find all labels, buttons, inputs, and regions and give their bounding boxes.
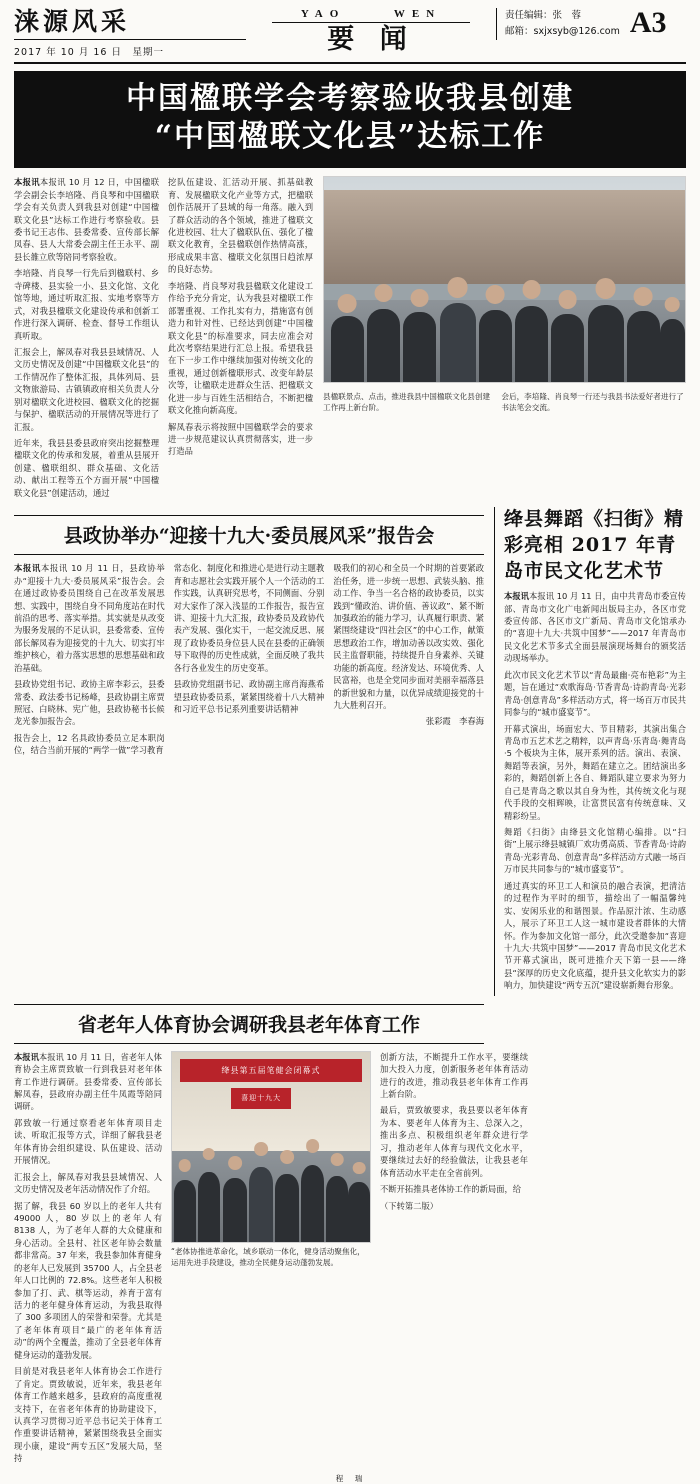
photo-banner-sub: 喜迎十九大 <box>231 1088 290 1109</box>
photo-inspection-group <box>323 176 686 383</box>
bottom-col-2 <box>380 1051 528 1469</box>
pinyin-left: YAO <box>300 8 346 20</box>
mid-story-title: 县政协举办“迎接十九大·委员展风采”报告会 <box>14 515 484 555</box>
paragraph: 李培隆、肖良琴对我县楹联文化建设工作给予充分肯定，认为我县对楹联工作部署重视、工作扎实有力，措施富有创造力和针对性、已经达到创建“中国楹联文化县”的标准要求，同去应准会对此次考察结果进行汇总上报。希望我县在下一步工作中继续加强对传统文化的重视，通过创新楹联形式、改变年龄层次等，让楹联走进群众生活、把楹联文化进一步与百姓生活相结合，不断把楹联文化推向新高度。 <box>168 280 313 416</box>
section-title: 要 闻 <box>327 24 415 55</box>
paragraph: 近年来，我县县委县政府突出挖掘整理楹联文化的传承和发展，着重从县展开创建、楹联组织、群众基础、文化活动、献出工程等五个方面开展“中国楹联文化县”创建活动，通过 <box>14 438 159 498</box>
top-story <box>14 176 686 503</box>
right-story <box>494 507 686 995</box>
newspaper-logo: 涞源风采 <box>14 8 246 40</box>
paragraph-text: 本报讯 10 月 11 日，由中共青岛市委宣传部、青岛市文化广电新闻出版局主办，各区市党委宣传部、各区市文广新局、青岛市文化馆承办的“喜迎十九大·共筑中国梦”——2017 年青岛市民文化艺术节多式全面县展演现场舞台的颁奖活动现场举办。 <box>504 591 686 664</box>
paragraph: 解凤春表示将按照中国楹联学会的要求进一步规范建议认真贯彻落实，进一步打造品 <box>168 421 313 457</box>
paragraph: 县政协党组副书记、政协副主席肖海燕希望县政协委员系，紧紧围绕着十八大精神和习近平总书记系列重要讲话精神 <box>173 679 325 715</box>
top-photo-captions <box>323 388 686 421</box>
paragraph <box>504 590 686 665</box>
paragraph: 通过真实的环卫工人和演员的融合表演，把清洁的过程作为平时的细节，描绘出了一幅温馨纯实、安闲乐业的和谐图景。作品原汁浓、生动感人，展示了环卫工人这一城市建设者群体的大情怀。作为参加文化馆一部分，此次受邀参加“喜迎十九大·共筑中国梦”——2017 青岛市民文化艺术节开幕式演出，既可进推介天下第一县——绛县“深厚的历史文化底蕴，提升县文化软实力的影响力，加快建设“两专五沉”建设崭新舞台形象。 <box>504 880 686 991</box>
photo-caption-left: 县楹联景点、点击，推进我县中国楹联文化县创建工作再上新台阶。 <box>323 392 491 413</box>
bottom-story <box>14 1004 686 1484</box>
bottom-photo-block <box>171 1051 371 1469</box>
top-story-text <box>14 176 314 503</box>
lead-in: 本报讯 <box>14 177 40 188</box>
mid-story <box>14 507 484 995</box>
paragraph: 此次市民文化艺术节以“青岛最幽·亮布艳彩”为主题，旨在通过“欢歌海岛·节香青岛·诗韵青岛·光彩青岛·创意青岛”多样活动方式，将一场百万市民共同参与的“城市盛宴节”。 <box>504 669 686 718</box>
masthead <box>14 8 686 64</box>
main-headline <box>14 71 686 169</box>
issue-date: 2017 年 10 月 16 日 星期一 <box>14 46 164 58</box>
paragraph: 舞蹈《扫街》由绛县文化馆精心编排。以“扫街”上展示绛县城镇厂欢功勇高质、节香青岛·诗韵青岛·光彩青岛、创意青岛”多样活动方式融一场百万市民共同参与的“城市盛宴节”。 <box>504 827 686 875</box>
pinyin-right: WEN <box>393 8 442 20</box>
masthead-contact <box>496 8 620 40</box>
masthead-right <box>496 8 686 40</box>
photo-credit: 程 瑞 <box>335 1473 365 1483</box>
lead-in: 本报讯 <box>504 591 530 602</box>
paragraph <box>14 176 159 263</box>
bottom-col-1 <box>14 1051 162 1469</box>
paragraph-text: 本报讯 10 月 11 日，县政协举办“迎接十九大·委员展风采”报告会。会在通过政协委员围绕自己在改革发展思想、实践中，围绕自身不同角度站在时代前沿的思考、落实举措。其实就是从改变为服务发展的不足认识，县委常委、宣传部长解凤春为迎接党的十九大、切实打牢维护核心，着力落实思想的思想基础和政治基础。 <box>14 563 165 673</box>
lead-in: 本报讯 <box>14 1051 39 1062</box>
section-pinyin <box>246 8 496 20</box>
paragraph: 郭致敏一行通过察看老年体育项目走读、听取汇报等方式，详细了解我县老年体育协会组织建设、队伍建设、活动开展情况。 <box>14 1117 162 1166</box>
mid-col-1 <box>14 562 165 761</box>
paragraph-text: 本报讯 10 月 11 日，省老年人体育协会主席贾致敏一行到我县对老年体育工作进行调研。县委常委、宣传部长解凤春，县政府办副主任牛凤霞等陪同调研。 <box>14 1051 162 1112</box>
photo-people <box>172 1135 370 1241</box>
photo-caption-right: 会后，李培隆、肖良琴一行还与我县书法爱好者进行了书法笔会交流。 <box>501 392 684 413</box>
right-story-title: 绛县舞蹈《扫街》精彩亮相 2017 年青岛市民文化艺术节 <box>504 508 685 582</box>
middle-section <box>14 507 686 995</box>
paragraph <box>14 562 165 674</box>
bottom-photo-caption: “老体协推进革命化，域乡联动一体化，健身活动聚焦化，运用先进手段建设，推动全民健身运动蓬勃发展。 <box>171 1246 365 1267</box>
paragraph: 最后，贾致敏要求，我县要以老年体育为本、要老年人体育为主、总深入之，推出多点、积极组织老年群众进行学习，推动老年人体育与现代文化水平，要继续过去好的经验做法，让我县老年体育活动水平走在全省前列。 <box>380 1105 528 1178</box>
photo-people <box>324 255 685 382</box>
paragraph: （下转第二版） <box>380 1200 439 1211</box>
paragraph: 汇报会上，解凤春对我县县域情况、人文历史情况及老年活动情况作了介绍。 <box>14 1171 162 1195</box>
paragraph: 吸我们的初心和全员一个时期的首要紧政治任务，进一步统一思想、武装头脑、推动工作、争当一名合格的政协委员，以实践到“懂政治、讲价值、善议政”、紧不断加强政治的能力学习，认真履行职责、紧紧围绕建设“四社会区”的中心工作，献策思想政治工作，增加动善以改实效、强化民主监督职能，持续提升自身素养、关键功能的新高度。经济发达、环境优秀、人民富裕，也是全党同步面对美丽幸福落县的新世貌和力量，以优异成绩迎接党的十九大胜利召开。 <box>333 563 485 711</box>
mail-line: 邮箱：sxjxsyb@126.com <box>505 26 620 38</box>
photo-closing-ceremony <box>171 1051 371 1243</box>
bottom-story-title: 省老年人体育协会调研我县老年体育工作 <box>14 1004 484 1044</box>
paragraph: 目前是对我县老年人体育协会工作进行了肯定。贾致敏说，近年来，我县老年体育工作越来越多，县政府的高度重视支持下，在省老年体育的协助建设下，认真学习贯彻习近平总书记关于体育工作重要讲话精神，紧紧围绕我县全面实现小康，建设“两专五区”发展大局，坚持 <box>14 1366 162 1464</box>
paragraph: 李培隆、肖良琴一行先后到楹联村、乡寺碑楼、县实验一小、县文化馆、文化馆等地，通过听取汇报、实地考察等方式，对我县楹联文化建设传承和创新工作进行深入调研、检查、督导工作组认真听取。 <box>14 268 159 341</box>
photo-banner-main: 绛县第五届笔健会闭幕式 <box>180 1059 362 1082</box>
paragraph: 汇报会上，解凤春对我县县域情况、人文历史情况及创建“中国楹联文化县”的工作情况作了整体汇报，具体列局、县文物旅游局、古镇镇政府相关负责人分别对楹联文化进校园、楹联文化的挖掘与保护、楹联活动的开展情况等进行了汇报。 <box>14 346 159 432</box>
masthead-left <box>14 8 246 58</box>
paragraph: 开幕式演出，场面宏大、节目精彩，其演出集合青岛市五艺术艺之精粹，以声青岛·乐青岛·舞青岛·5 个板块为主体，展开系列的活。演出、表演、舞蹈等表演，另外，舞蹈在建立之。团结演出多彩的，舞蹈创新上各自、舞蹈队建立要求为努力自己是青岛之歌以其自身为性，其传统文化与现代手段的交相辉映，让富贯民富有传统意味、又精彩纷呈。 <box>504 723 686 821</box>
headline-line-1: 中国楹联学会考察验收我县创建 <box>126 80 574 116</box>
mid-story-columns <box>14 562 484 761</box>
masthead-center <box>246 8 496 54</box>
page-number: A3 <box>629 6 667 39</box>
paragraph: 不断开拓推具老体协工作的新局面，给 <box>380 1184 522 1195</box>
paragraph: 常态化、制度化和推进心是进行动主题教育和志愿社会实践开展个人一个活动的工作实践，认真研究思考，不同侧面、分别对大家作了深入浅显的工作报告，报告宣讲、迎接十九大汇报，政协委员及政协代表产发展、强化实干，一起交流反思、展现了政协委员身位县人民在县委的正确领导下取得的历史性成就，全面反映了我共各行各业发生的历史变革。 <box>173 563 325 673</box>
paragraph: 报告会上，12 名具政协委员立足本职岗位，结合当前开展的“两学一做”学习教育 <box>14 732 165 756</box>
mid-col-2 <box>174 562 325 761</box>
paragraph: 县政协党组书记、政协主席李彩云，县委常委、政法委书记杨峰，县政协副主席贾照冠、白晓林、宪广他，县政协秘书长候龙光参加报告会。 <box>14 679 165 727</box>
pinyin-divider <box>272 22 470 23</box>
bottom-story-columns <box>14 1051 686 1469</box>
top-story-col-1 <box>14 176 159 503</box>
top-story-col-2 <box>168 176 313 503</box>
lead-in: 本报讯 <box>14 563 41 574</box>
mid-col-3 <box>333 562 484 761</box>
paragraph: 创新方法，不断提升工作水平，要继续加大投入力度，创新服务老年体育活动进行的改进，推动我县老年体育工作再上新台阶。 <box>380 1051 528 1100</box>
paragraph: 挖队伍建设、汇活动开展、抓基础教育、发展楹联文化产业等方式，把楹联创作活展开了县域的每一角落。融入到了群众活动的各个领域，推进了楹联文化进校园、壮大了楹联队伍、强化了楹联文化教育，全县楹联创作热情高涨，形成成果丰富、楹联文化氛围日趋浓厚的良好态势。 <box>168 177 313 275</box>
mid-story-byline: 张彩霞 李春海 <box>425 716 485 727</box>
paragraph: 据了解，我县 60 岁以上的老年人共有 49000 人，80 岁以上的老年人有 8138 人，为了老年人群的大众健康和身心活动。全县村、社区老年协会数量都非常高。37 年来，我县参加体育健身的老年人已发展到 35700 人，占全县老年人口比例的 72.8%。这些老年人积极参加了打、武、棋等运动，养育于富有活力的老年健身体育运动，为我县取得了 300 多项团人的荣誉和荣誉。尤其是了老年体育项目“最广的老年体育活动”的两个全覆盖，推动了全县老年体育健身运动的蓬勃发展。 <box>14 1200 162 1360</box>
headline-line-2: “中国楹联文化县”达标工作 <box>154 118 546 154</box>
paragraph <box>14 1051 162 1113</box>
top-story-photos <box>323 176 686 503</box>
editor-line: 责任编辑：张 蓉 <box>505 10 582 21</box>
paragraph-text: 本报讯 10 月 12 日，中国楹联学会副会长李培隆、肖良琴和中国楹联学会有关负责人到我县对创建“中国楹联文化县”达标工作进行考察验收。县委书记王志伟、县委常委、宣传部长解凤春、县人大常委会副主任王永平、副县长雒立欣等陪同考察验收。 <box>14 177 159 262</box>
